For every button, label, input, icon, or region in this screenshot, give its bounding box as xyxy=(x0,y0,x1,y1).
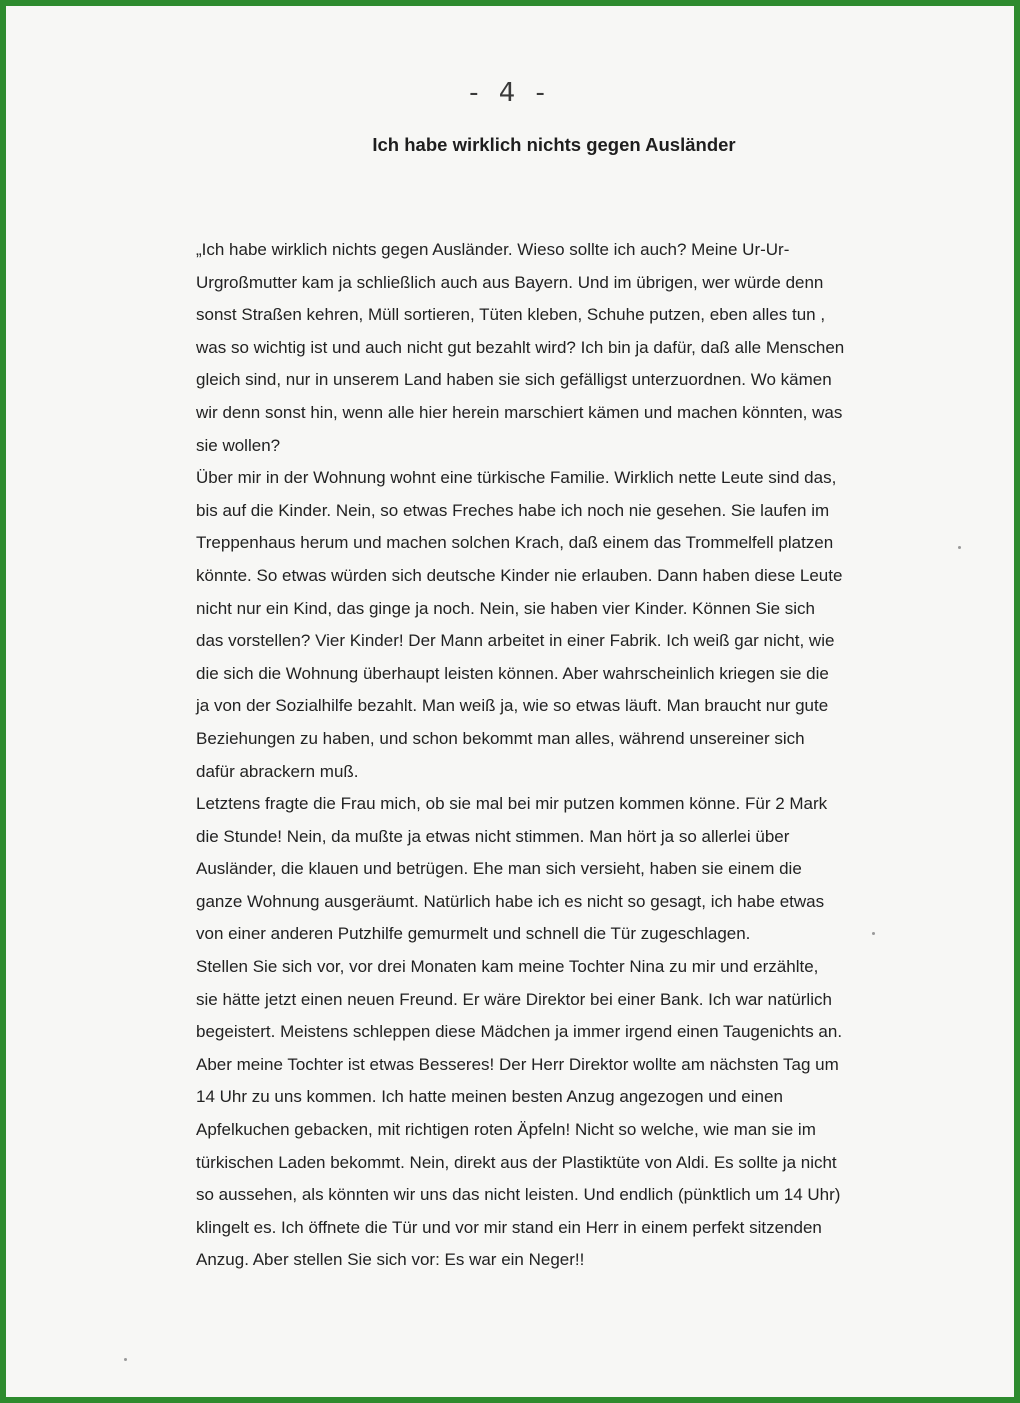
text-line: Treppenhaus herum und machen solchen Krach, daß einem das Trommelfell platzen xyxy=(196,533,834,553)
text-line: begeistert. Meistens schleppen diese Mädchen ja immer irgend einen Taugenichts an. xyxy=(196,1022,843,1042)
text-line: Beziehungen zu haben, und schon bekommt man alles, während unsereiner sich xyxy=(196,728,805,748)
text-line: Über mir in der Wohnung wohnt eine türkische Familie. Wirklich nette Leute sind das, xyxy=(196,468,837,488)
scan-speck xyxy=(872,932,875,935)
document-title: Ich habe wirklich nichts gegen Ausländer xyxy=(372,134,736,155)
text-line: was so wichtig ist und auch nicht gut bezahlt wird? Ich bin ja dafür, daß alle Menschen xyxy=(196,337,845,357)
text-line: könnte. So etwas würden sich deutsche Kinder nie erlauben. Dann haben diese Leute xyxy=(196,565,843,585)
scan-speck xyxy=(124,1358,127,1361)
text-line: nicht nur ein Kind, das ginge ja noch. Nein, sie haben vier Kinder. Können Sie sich xyxy=(196,598,816,618)
text-line: gleich sind, nur in unserem Land haben sie sich gefälligst unterzuordnen. Wo kämen xyxy=(196,370,832,390)
text-line: wir denn sonst hin, wenn alle hier herein marschiert kämen und machen könnten, was xyxy=(196,402,843,422)
text-line: dafür abrackern muß. xyxy=(196,761,359,781)
text-line: die Stunde! Nein, da mußte ja etwas nicht stimmen. Man hört ja so allerlei über xyxy=(196,826,790,846)
text-line: „Ich habe wirklich nichts gegen Ausländer. Wieso sollte ich auch? Meine Ur-Ur- xyxy=(196,240,790,259)
text-line: sie wollen? xyxy=(196,435,281,455)
text-line: bis auf die Kinder. Nein, so etwas Freches habe ich noch nie gesehen. Sie laufen im xyxy=(196,500,830,520)
text-line: die sich die Wohnung überhaupt leisten können. Aber wahrscheinlich kriegen sie die xyxy=(196,663,829,683)
text-line: türkischen Laden bekommt. Nein, direkt aus der Plastiktüte von Aldi. Es sollte ja nicht xyxy=(196,1152,837,1172)
text-line: Letztens fragte die Frau mich, ob sie mal bei mir putzen kommen könne. Für 2 Mark xyxy=(196,794,828,814)
scan-speck xyxy=(958,546,961,549)
text-line: Urgroßmutter kam ja schließlich auch aus Bayern. Und im übrigen, wer würde denn xyxy=(196,272,824,292)
text-line: sie hätte jetzt einen neuen Freund. Er wäre Direktor bei einer Bank. Ich war natürlich xyxy=(196,989,832,1009)
text-line: klingelt es. Ich öffnete die Tür und vor mir stand ein Herr in einem perfekt sitzenden xyxy=(196,1217,822,1237)
text-line: Stellen Sie sich vor, vor drei Monaten kam meine Tochter Nina zu mir und erzählte, xyxy=(196,957,819,977)
page-number: - 4 - xyxy=(469,78,551,108)
text-line: Ausländer, die klauen und betrügen. Ehe man sich versieht, haben sie einem die xyxy=(196,859,802,879)
text-line: ganze Wohnung ausgeräumt. Natürlich habe ich es nicht so gesagt, ich habe etwas xyxy=(196,891,825,911)
text-line: 14 Uhr zu uns kommen. Ich hatte meinen besten Anzug angezogen und einen xyxy=(196,1087,783,1107)
text-line: von einer anderen Putzhilfe gemurmelt und schnell die Tür zugeschlagen. xyxy=(196,924,751,944)
text-line: so aussehen, als könnten wir uns das nicht leisten. Und endlich (pünktlich um 14 Uhr) xyxy=(196,1185,841,1205)
text-line: sonst Straßen kehren, Müll sortieren, Tüten kleben, Schuhe putzen, eben alles tun , xyxy=(196,305,826,325)
body-text xyxy=(196,234,926,1277)
text-line: das vorstellen? Vier Kinder! Der Mann arbeitet in einer Fabrik. Ich weiß gar nicht, wie xyxy=(196,631,835,651)
text-line: ja von der Sozialhilfe bezahlt. Man weiß ja, wie so etwas läuft. Man braucht nur gute xyxy=(196,696,829,716)
text-line: Apfelkuchen gebacken, mit richtigen roten Äpfeln! Nicht so welche, wie man sie im xyxy=(196,1120,816,1140)
document-page xyxy=(6,6,1014,1397)
text-line: Aber meine Tochter ist etwas Besseres! Der Herr Direktor wollte am nächsten Tag um xyxy=(196,1054,839,1074)
text-line: Anzug. Aber stellen Sie sich vor: Es war ein Neger!! xyxy=(196,1250,585,1270)
